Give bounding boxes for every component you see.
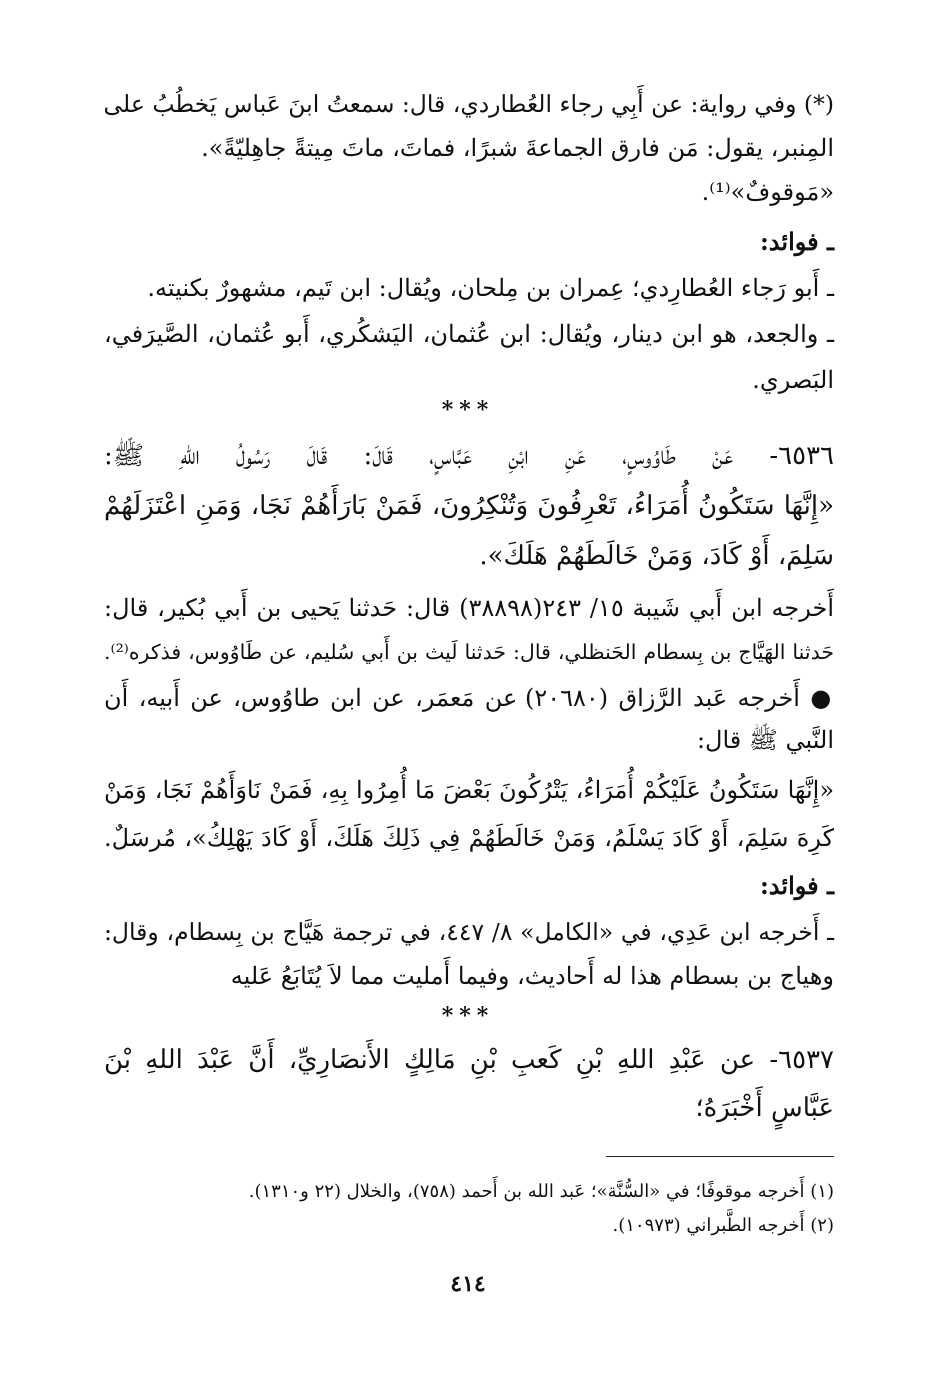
section-heading: ـ فوائد:: [759, 227, 834, 256]
text-line: المِنبر، يقول: مَن فارق الجماعةَ شبرًا، فماتَ، ماتَ مِيتةً جاهِليّةً».: [201, 134, 834, 162]
text-line: وهياج بن بسطام هذا له أَحاديث، وفيما أَمليت مما لاَ يُتَابَعُ عَليه: [230, 962, 834, 990]
text-line: ـ أَخرجه ابن عَدِي، في «الكامل» ٨/ ٤٤٧، في ترجمة هَيَّاج بن بِسطام، وقال:: [104, 918, 835, 946]
text-line: (*) وفي رواية: عن أَبِي رجاء العُطاردي، قال: سمعتُ ابنَ عَباس يَخطُبُ على: [103, 90, 834, 118]
hadith-line: «إِنَّهَا سَتَكُونُ عَلَيْكُمْ أُمَرَاءُ، يَتْرُكُونَ بَعْضَ مَا أُمِرُوا بِهِ، فَمَنْ نَاوَأَهُمْ نَجَا، وَمَنْ: [104, 776, 834, 804]
hadith-line: عَبَّاسٍ أَخْبَرَهُ؛: [695, 1093, 834, 1123]
footnote: (١) أَخرجه موقوفًا؛ في «السُّنَّة»؛ عَبد الله بن أَحمد (٧٥٨)، والخلال (٢٢ و١٣١٠).: [248, 1181, 834, 1202]
hadith-line: كَرِهَ سَلِمَ، أَوْ كَادَ يَسْلَمُ، وَمَنْ خَالَطَهُمْ فِي ذَلِكَ هَلَكَ، أَوْ كَادَ يَهْلِكُ»، مُرسَلٌ.: [104, 824, 835, 852]
text-line: ـ والجعد، هو ابن دينار، ويُقال: ابن عُثمان، اليَشكُري، أَبو عُثمان، الصَّيرَفي،: [104, 320, 834, 348]
text-line: ● أَخرجه عَبد الرَّزاق (٢٠٦٨٠) عن مَعمَر، عن ابن طاوُوس، عن أَبيه، أَن: [104, 684, 834, 712]
text-line: ـ أَبو رَجاء العُطارِدي؛ عِمران بن مِلحان، ويُقال: ابن تَيم، مشهورٌ بكنيته.: [147, 274, 834, 302]
hadith-line: سَلِمَ، أَوْ كَادَ، وَمَنْ خَالَطَهُمْ هَلَكَ».: [479, 541, 834, 571]
section-separator: ***: [441, 1003, 495, 1029]
page-number: ٤١٤: [450, 1271, 486, 1297]
text-line: حَدثنا الهَيَّاج بن بِسطام الحَنظلي، قال: حَدثنا لَيث بن أَبي سُليم، عن طَاوُوس، فذكره⁽²⁾.: [104, 640, 834, 664]
section-separator: ***: [441, 397, 495, 423]
hadith-line: «إِنَّهَا سَتَكُونُ أُمَرَاءُ، تَعْرِفُونَ وَتُنْكِرُونَ، فَمَنْ بَارَأَهُمْ نَجَا، وَمَنِ اعْتَزَلَهُمْ: [104, 491, 834, 521]
footnote-divider: [606, 1156, 834, 1157]
text-line: النَّبي ﷺ قال:: [696, 726, 834, 754]
section-heading: ـ فوائد:: [759, 871, 834, 900]
text-line: أَخرجه ابن أَبي شَيبة ١٥/ ٢٤٣(٣٨٨٩٨) قال: حَدثنا يَحيى بن أَبي بُكير، قال:: [104, 594, 834, 622]
footnote: (٢) أَخرجه الطَّبراني (١٠٩٧٣).: [612, 1215, 834, 1236]
hadith-line: ٦٥٣٦- عَنْ طَاوُوسٍ، عَنِ ابْنِ عَبَّاسٍ، قَالَ: قَالَ رَسُولُ اللهِ ﷺ:: [104, 441, 834, 471]
text-line: البَصري.: [752, 366, 834, 394]
hadith-line: ٦٥٣٧- عن عَبْدِ اللهِ بْنِ كَعبِ بْنِ مَالِكٍ الأَنصَارِيِّ، أَنَّ عَبْدَ اللهِ بْنَ: [104, 1045, 834, 1075]
text-line: «مَوقوفٌ»⁽¹⁾.: [701, 178, 834, 206]
